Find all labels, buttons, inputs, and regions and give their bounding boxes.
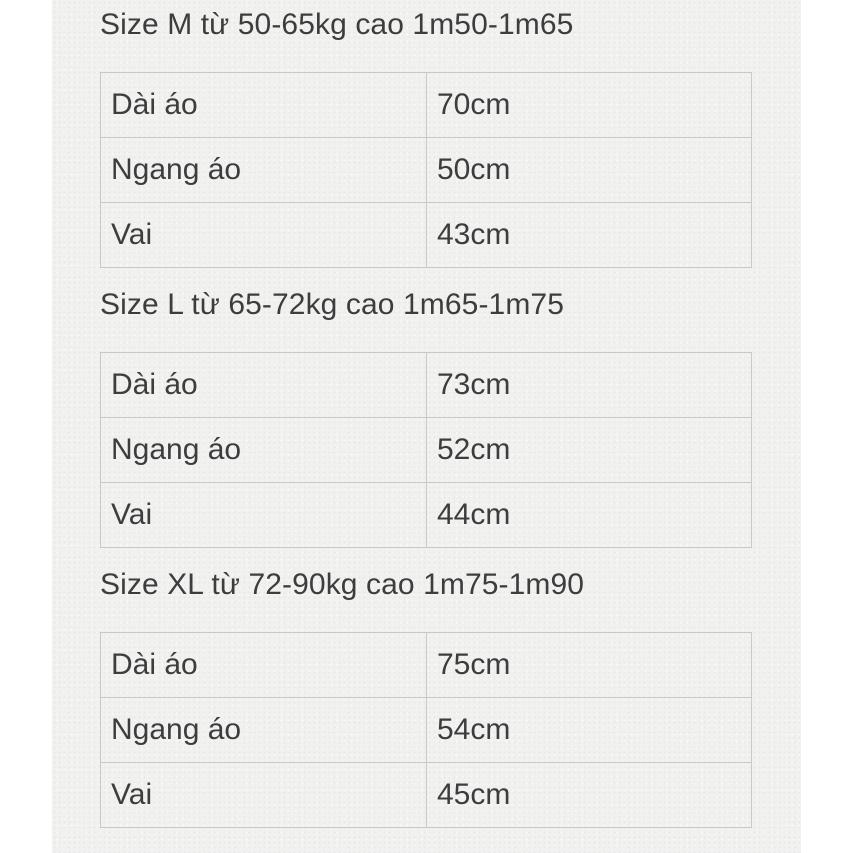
measure-value: 45cm <box>427 763 752 828</box>
measure-value: 50cm <box>427 138 752 203</box>
measure-label: Ngang áo <box>101 138 427 203</box>
measure-label: Ngang áo <box>101 698 427 763</box>
size-title-m: Size M từ 50-65kg cao 1m50-1m65 <box>100 8 574 41</box>
table-row <box>101 73 752 138</box>
size-table-l <box>100 352 752 548</box>
measure-value: 73cm <box>427 353 752 418</box>
measure-value: 70cm <box>427 73 752 138</box>
measure-value: 75cm <box>427 633 752 698</box>
measure-label: Ngang áo <box>101 418 427 483</box>
table-row <box>101 418 752 483</box>
measure-label: Dài áo <box>101 633 427 698</box>
measure-value: 54cm <box>427 698 752 763</box>
size-title-xl: Size XL từ 72-90kg cao 1m75-1m90 <box>100 568 585 601</box>
size-table-xl <box>100 632 752 828</box>
measure-label: Vai <box>101 483 427 548</box>
measure-label: Vai <box>101 203 427 268</box>
size-table-m <box>100 72 752 268</box>
table-row <box>101 203 752 268</box>
table-row <box>101 698 752 763</box>
measure-label: Vai <box>101 763 427 828</box>
table-row <box>101 353 752 418</box>
measure-value: 44cm <box>427 483 752 548</box>
size-title-l: Size L từ 65-72kg cao 1m65-1m75 <box>100 288 564 321</box>
table-row <box>101 483 752 548</box>
measure-value: 52cm <box>427 418 752 483</box>
measure-label: Dài áo <box>101 73 427 138</box>
table-row <box>101 138 752 203</box>
table-row <box>101 763 752 828</box>
table-row <box>101 633 752 698</box>
measure-value: 43cm <box>427 203 752 268</box>
measure-label: Dài áo <box>101 353 427 418</box>
